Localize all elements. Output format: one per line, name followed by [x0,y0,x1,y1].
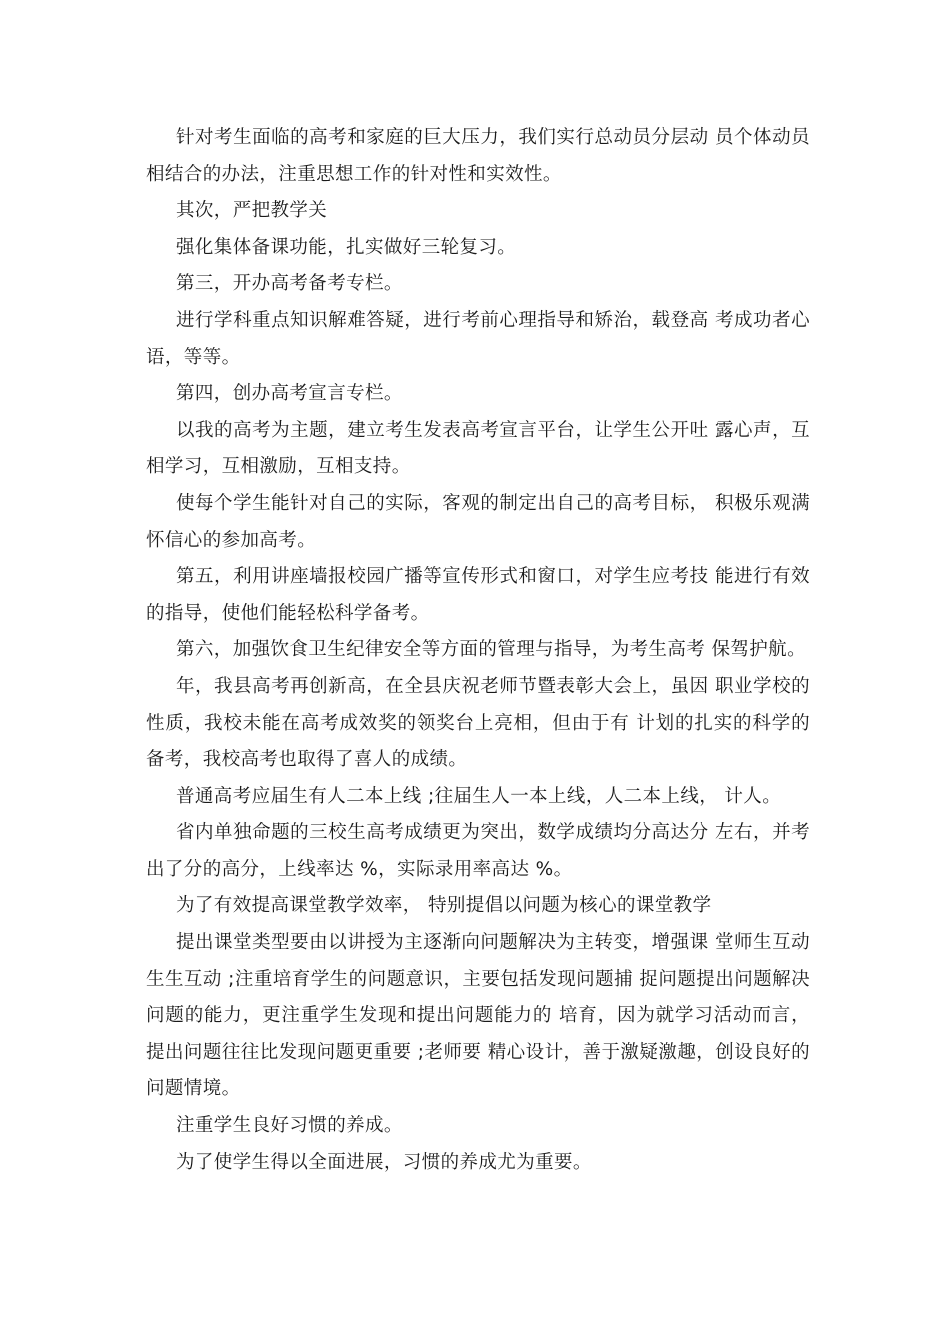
paragraph-9: 第五，利用讲座墙报校园广播等宣传形式和窗口，对学生应考技 能进行有效的指导，使他们能轻松科学备考。 [146,566,810,624]
paragraph-8: 使每个学生能针对自己的实际，客观的制定出自己的高考目标， 积极乐观满怀信心的参加高考。 [146,492,810,551]
paragraph-13: 省内单独命题的三校生高考成绩更为突出，数学成绩均分高达分 左右，并考出了分的高分，上线率达 %，实际录用率高达 %。 [146,822,810,880]
paragraph-11: 年，我县高考再创新高，在全县庆祝老师节暨表彰大会上，虽因 职业学校的性质，我校未能在高考成效奖的领奖台上亮相，但由于有 计划的扎实的科学的备考，我校高考也取得了喜人的成绩。 [146,675,810,771]
paragraph-6: 第四，创办高考宣言专栏。 [176,383,403,405]
paragraph-15: 提出课堂类型要由以讲授为主逐渐向问题解决为主转变，增强课 堂师生互动生生互动 ;注重培育学生的问题意识，主要包括发现问题捕 捉问题提出问题解决问题的能力，更注重学生发现和提出问题能力的 培育，因为就学习活动而言，提出问题往往比发现问题更重要 ;老师要 精心设计，善于激疑激趣，创设良好的问题情境。 [146,932,810,1100]
document-body [146,120,810,1181]
paragraph-14: 为了有效提高课堂教学效率， 特别提倡以问题为核心的课堂教学 [176,895,712,917]
paragraph-1: 针对考生面临的高考和家庭的巨大压力，我们实行总动员分层动 员个体动员相结合的办法，注重思想工作的针对性和实效性。 [146,127,810,185]
paragraph-16: 注重学生良好习惯的养成。 [176,1115,403,1137]
paragraph-3: 强化集体备课功能，扎实做好三轮复习。 [176,236,517,258]
paragraph-7: 以我的高考为主题，建立考生发表高考宣言平台，让学生公开吐 露心声，互相学习，互相激励，互相支持。 [146,419,810,478]
paragraph-17: 为了使学生得以全面进展，习惯的养成尤为重要。 [176,1151,592,1173]
paragraph-4: 第三，开办高考备考专栏。 [176,273,403,295]
paragraph-10: 第六，加强饮食卫生纪律安全等方面的管理与指导，为考生高考 保驾护航。 [176,639,806,661]
paragraph-5: 进行学科重点知识解难答疑，进行考前心理指导和矫治，载登高 考成功者心语，等等。 [146,309,810,368]
paragraph-12: 普通高考应届生有人二本上线 ;往届生人一本上线，人二本上线， 计人。 [176,785,782,807]
paragraph-2: 其次，严把教学关 [176,200,328,222]
